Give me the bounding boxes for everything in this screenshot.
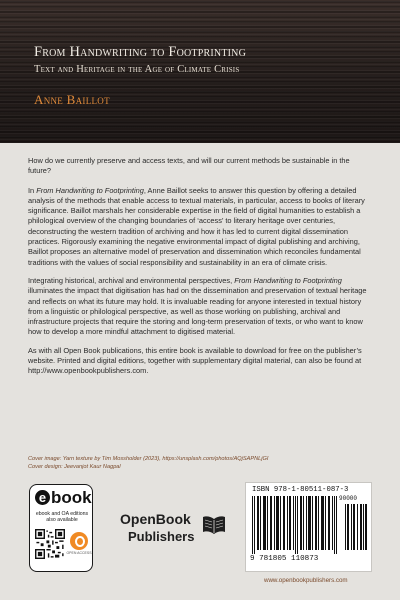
qr-code-icon[interactable] <box>35 529 65 559</box>
book-subtitle: Text and Heritage in the Age of Climate Crisis <box>34 64 240 75</box>
open-access-icon <box>70 532 88 550</box>
cover-image-credit: Cover image: Yarn texture by Tim Mossholder (2023), https://unsplash.com/photos/AQjSAPNLjGI <box>28 456 269 462</box>
ebook-note: ebook and OA editions also available <box>35 511 89 524</box>
blurb-text: , Anne Baillot seeks to answer this question by offering a detailed analysis of the methods that enable access to textual materials, in particular, access to books of literary significance. Baillot marshals her considerable expertise in the field of digital humanities to establish a philological overview of the changing boundaries of ‘access’ to literary heritage over centuries, deconstructing the western tradition of archiving and how it has led to current digital dissemination practices. Rigorously examining the negative environmental impact of digital publishing and archiving, Baillot proposes an alternative model of preservation and dissemination which reconciles fundamental traditions with the values of social responsibility and sustainability in an era of climate crisis. <box>28 185 365 267</box>
blurb-text: illuminates the impact that digitisation has had on the dissemination and preservation of textual heritage and reflects on what its future may hold. It is invaluable reading for anyone interested in textual history from a linguistic or philological perspective, as well as those working on publishing, archival and infrastructure projects that require the storing and long-term preservation of texts, or who want to know how to develop a more mindful attachment to digitised material. <box>28 286 367 337</box>
author-name: Anne Baillot <box>34 92 110 107</box>
publisher-name-line2: Publishers <box>128 529 195 544</box>
barcode-number: 9 781805 110873 <box>250 555 319 563</box>
book-title-italic: From Handwriting to Footprinting <box>36 185 144 195</box>
isbn-barcode <box>245 482 372 572</box>
ebook-badge <box>29 484 93 572</box>
blurb-paragraph-1: How do we currently preserve and access texts, and will our current methods be sustainable in the future? <box>28 156 350 176</box>
blurb-text: Integrating historical, archival and environmental perspectives, <box>28 275 235 285</box>
cover-design-credit: Cover design: Jeevanjot Kaur Nagpal <box>28 464 121 470</box>
blurb-paragraph-2 <box>28 186 373 268</box>
blurb-paragraph-3 <box>28 276 373 338</box>
blurb-text: In <box>28 185 37 195</box>
publisher-name-line1: OpenBook <box>120 511 191 527</box>
barcode-addon: 90000 <box>339 495 358 502</box>
book-title: From Handwriting to Footprinting <box>34 44 247 60</box>
blurb-paragraph-4: As with all Open Book publications, this entire book is available to download for free on the publisher’s website. Printed and digital editions, together with supplementary digital material, can also be found at http://www.openbookpublishers.com. <box>28 345 362 376</box>
open-access-label: OPEN ACCESS <box>66 551 92 555</box>
publisher-website[interactable]: www.openbookpublishers.com <box>264 577 348 584</box>
book-title-italic: From Handwriting to Footprinting <box>234 275 342 285</box>
ebook-logo-icon: e book <box>35 488 92 508</box>
publisher-logo <box>120 511 230 551</box>
cover-credits <box>28 455 373 471</box>
open-book-icon <box>202 514 226 536</box>
barcode-icon <box>250 496 369 558</box>
isbn-label: ISBN 978-1-80511-087-3 <box>252 486 349 494</box>
back-cover-blurb <box>28 156 373 385</box>
